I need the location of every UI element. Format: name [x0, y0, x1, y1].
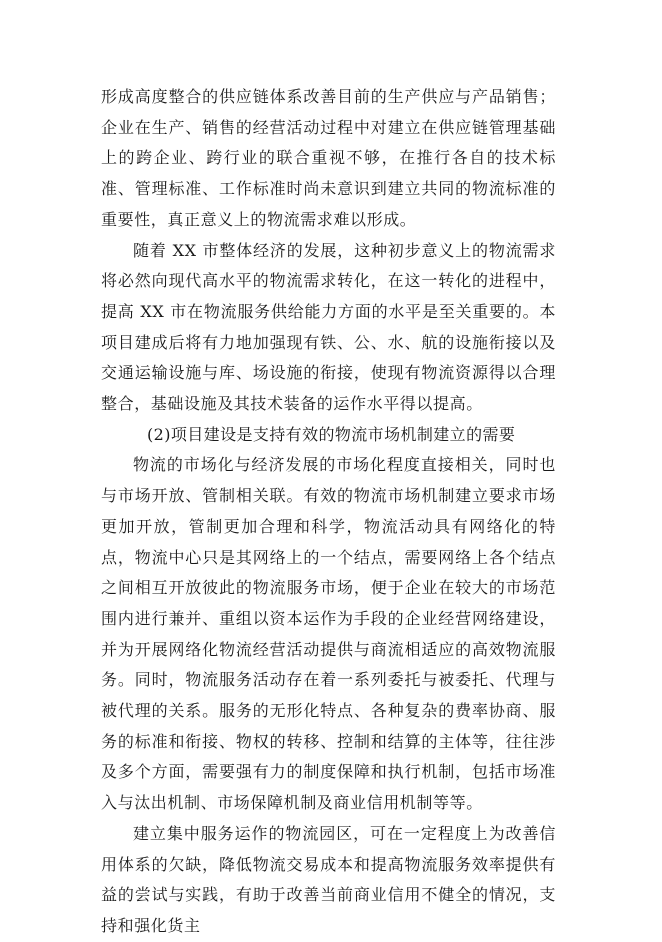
paragraph-continuation: 形成高度整合的供应链体系改善目前的生产供应与产品销售；企业在生产、销售的经营活动过程中对建立在供应链管理基础上的跨企业、跨行业的联合重视不够，在推行各自的技术标准、管理标准、工作标准时尚未意识到建立共同的物流标准的重要性，真正意义上的物流需求难以形成。: [101, 87, 556, 229]
paragraph-economic-development: 随着 XX 市整体经济的发展，这种初步意义上的物流需求将必然向现代高水平的物流需求转化，在这一转化的进程中，提高 XX 市在物流服务供给能力方面的水平是至关重要的。本项目建成后将有力地加强现有铁、公、水、航的设施衔接以及交通运输设施与库、场设施的衔接，使现有物流资源得以合理整合，基础设施及其技术装备的运作水平得以提高。: [101, 240, 556, 414]
paragraph-logistics-park: 建立集中服务运作的物流园区，可在一定程度上为改善信用体系的欠缺，降低物流交易成本和提高物流服务效率提供有益的尝试与实践，有助于改善当前商业信用不健全的情况，支持和强化货主: [101, 823, 556, 935]
section-heading-market-mechanism: (2)项目建设是支持有效的物流市场机制建立的需要: [147, 424, 516, 444]
paragraph-market-mechanism: 物流的市场化与经济发展的市场化程度直接相关，同时也与市场开放、管制相关联。有效的物流市场机制建立要求市场更加开放，管制更加合理和科学，物流活动具有网络化的特点，物流中心只是其网络上的一个结点，需要网络上各个结点之间相互开放彼此的物流服务市场，便于企业在较大的市场范围内进行兼并、重组以资本运作为手段的企业经营网络建设，并为开展网络化物流经营活动提供与商流相适应的高效物流服务。同时，物流服务活动存在着一系列委托与被委托、代理与被代理的关系。服务的无形化特点、各种复杂的费率协商、服务的标准和衔接、物权的转移、控制和结算的主体等，往往涉及多个方面，需要强有力的制度保障和执行机制，包括市场准入与汰出机制、市场保障机制及商业信用机制等等。: [101, 455, 556, 813]
document-body: [101, 82, 556, 942]
